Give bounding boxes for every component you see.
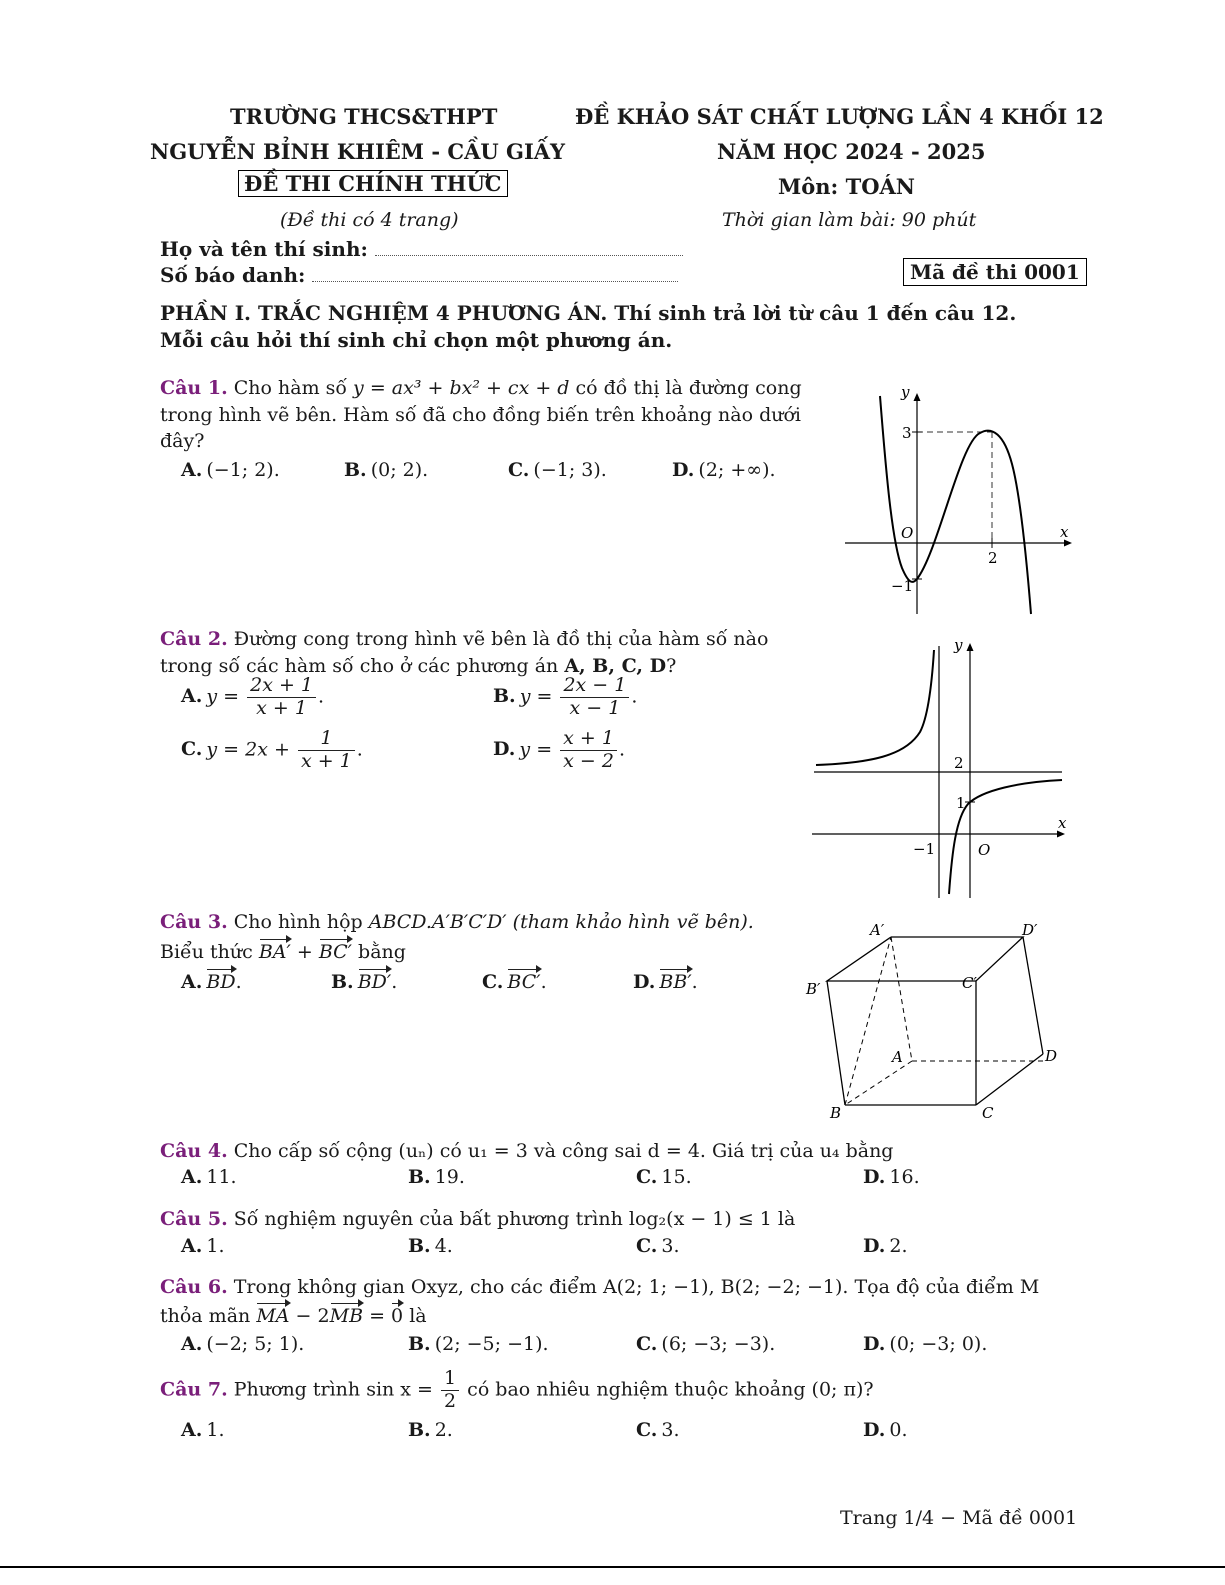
q2-option-b-denominator: x − 1	[569, 696, 621, 719]
q6-option-c-text: (6; −3; −3).	[661, 1333, 776, 1355]
q3-option-a[interactable]: A. BD.	[181, 971, 242, 993]
q2-option-b-letter: B.	[493, 685, 516, 708]
q6-text-line2a: thỏa mãn	[160, 1305, 251, 1327]
q2-text-line2: trong số các hàm số cho ở các phương án	[160, 655, 559, 677]
q7-fraction-numerator: 1	[441, 1368, 459, 1391]
q3-option-a-letter: A.	[181, 971, 203, 993]
q7-line1	[160, 1368, 874, 1413]
q1-line2: trong hình vẽ bên. Hàm số đã cho đồng biến trên khoảng nào dưới	[160, 404, 801, 426]
q6-vector-mb: MB	[329, 1305, 364, 1327]
q4-option-b-text: 19.	[434, 1166, 465, 1188]
candidate-name-label: Họ và tên thí sinh:	[160, 237, 368, 261]
q1-option-d-letter: D.	[672, 459, 695, 481]
q6-line1	[160, 1276, 1039, 1298]
q2-option-c-numerator: 1	[298, 728, 355, 751]
q5-option-d[interactable]	[863, 1235, 908, 1257]
q1-cubic-graph	[840, 382, 1080, 618]
q3-option-b-vector: BD′	[357, 971, 392, 993]
subject: Môn: TOÁN	[778, 174, 915, 199]
q3-text-a: Cho hình hộp	[233, 911, 363, 933]
q3-vertex-a: A	[892, 1048, 903, 1066]
q3-vector-bc1: BC′	[318, 941, 352, 963]
q1-option-b-text: (0; 2).	[370, 459, 429, 481]
q7-option-a[interactable]	[181, 1419, 225, 1441]
q6-option-b-text: (2; −5; −1).	[434, 1333, 549, 1355]
q2-graph-tick-1-label: 1	[956, 794, 966, 812]
q1-option-c-letter: C.	[508, 459, 530, 481]
q6-option-a[interactable]	[181, 1333, 304, 1355]
candidate-id-row	[160, 263, 678, 287]
q2-option-d-letter: D.	[493, 738, 516, 761]
q6-option-b-letter: B.	[408, 1333, 431, 1355]
page-footer: Trang 1/4 − Mã đề 0001	[840, 1507, 1078, 1529]
q3-top-face	[827, 937, 1023, 981]
q5-option-c-letter: C.	[636, 1235, 658, 1257]
q2-right-branch	[949, 780, 1062, 894]
part1-heading: PHẦN I. TRẮC NGHIỆM 4 PHƯƠNG ÁN.	[160, 301, 608, 325]
q2-graph-x-label: x	[1058, 814, 1067, 832]
official-exam-badge: ĐỀ THI CHÍNH THỨC	[238, 170, 508, 197]
q4-option-c-text: 15.	[661, 1166, 692, 1188]
q1-text-a: Cho hàm số	[233, 377, 347, 399]
q1-label: Câu 1.	[160, 377, 228, 399]
q1-option-d[interactable]	[672, 459, 776, 481]
q4-option-d-letter: D.	[863, 1166, 886, 1188]
q7-option-d-text: 0.	[889, 1419, 908, 1441]
q5-option-a-text: 1.	[206, 1235, 225, 1257]
q2-question-mark: ?	[666, 655, 677, 677]
q6-line2	[160, 1305, 427, 1327]
q7-option-b[interactable]	[408, 1419, 453, 1441]
q6-text-line1: Trong không gian Oxyz, cho các điểm A(2; 1; −1), B(2; −2; −1). Tọa độ của điểm M	[233, 1276, 1040, 1298]
q6-option-c-letter: C.	[636, 1333, 658, 1355]
q5-option-b-letter: B.	[408, 1235, 431, 1257]
q1-graph-tick-3-label: 3	[902, 424, 912, 442]
q3-line2	[160, 941, 406, 963]
q5-option-a[interactable]	[181, 1235, 225, 1257]
q6-zero-vector: 0	[391, 1305, 404, 1327]
q6-option-c[interactable]	[636, 1333, 775, 1355]
page-bottom-rule	[0, 1566, 1225, 1568]
q7-option-b-letter: B.	[408, 1419, 431, 1441]
q7-option-a-letter: A.	[181, 1419, 203, 1441]
q5-text: Số nghiệm nguyên của bất phương trình log₂(x − 1) ≤ 1 là	[233, 1208, 796, 1230]
q1-option-b-letter: B.	[344, 459, 367, 481]
school-year: NĂM HỌC 2024 - 2025	[717, 139, 986, 164]
q2-graph-tick-m1-label: −1	[913, 840, 936, 858]
q6-option-a-text: (−2; 5; 1).	[206, 1333, 305, 1355]
q3-text-b: (tham khảo hình vẽ bên).	[512, 911, 754, 933]
q3-vertex-b: B	[830, 1104, 842, 1122]
q4-option-a[interactable]	[181, 1166, 237, 1188]
q4-option-c-letter: C.	[636, 1166, 658, 1188]
q4-option-a-text: 11.	[206, 1166, 237, 1188]
q2-option-c-lhs: y = 2x +	[206, 738, 290, 761]
q3-parallelepiped-figure	[800, 915, 1070, 1127]
q4-option-c[interactable]	[636, 1166, 692, 1188]
q3-option-b-letter: B.	[331, 971, 354, 993]
q2-option-c-letter: C.	[181, 738, 203, 761]
q7-option-d[interactable]	[863, 1419, 908, 1441]
q3-option-d[interactable]: D. BB′.	[633, 971, 698, 993]
q7-text-a: Phương trình sin x =	[233, 1378, 433, 1401]
q3-vector-ba1: BA′	[258, 941, 291, 963]
time-limit: Thời gian làm bài: 90 phút	[722, 209, 977, 231]
q5-option-c[interactable]	[636, 1235, 680, 1257]
q1-formula: y = ax³ + bx² + cx + d	[353, 377, 570, 399]
q3-equals-word: bằng	[358, 941, 406, 963]
q3-vertex-d: D	[1045, 1047, 1058, 1065]
q6-vector-ma: MA	[256, 1305, 290, 1327]
candidate-id-label: Số báo danh:	[160, 263, 306, 287]
q4-option-d-text: 16.	[889, 1166, 920, 1188]
q4-line1	[160, 1140, 893, 1162]
exam-code-box: Mã đề thi 0001	[903, 258, 1087, 286]
q3-hidden-edge-aa1	[891, 937, 912, 1061]
q7-option-b-text: 2.	[434, 1419, 453, 1441]
q6-option-d[interactable]	[863, 1333, 987, 1355]
q2-graph-tick-2-label: 2	[954, 754, 964, 772]
q1-graph-x-label: x	[1060, 523, 1069, 541]
q7-option-a-text: 1.	[206, 1419, 225, 1441]
q2-option-a-numerator: 2x + 1	[247, 675, 316, 698]
q7-text-b: có bao nhiêu nghiệm thuộc khoảng (0; π)?	[467, 1378, 874, 1401]
q6-option-d-letter: D.	[863, 1333, 886, 1355]
page-count-note: (Đề thi có 4 trang)	[280, 209, 459, 231]
q5-option-d-text: 2.	[889, 1235, 908, 1257]
q7-label: Câu 7.	[160, 1378, 228, 1401]
q2-option-d[interactable]: D. y = $\frac{x + 1}{x - 2}$ .	[493, 727, 626, 772]
exam-title: ĐỀ KHẢO SÁT CHẤT LƯỢNG LẦN 4 KHỐI 12	[575, 104, 1104, 129]
q5-line1	[160, 1208, 795, 1230]
q6-text-line2b: là	[409, 1305, 427, 1327]
q6-label: Câu 6.	[160, 1276, 228, 1298]
q1-line3: đây?	[160, 430, 205, 452]
part1-instruction: Thí sinh trả lời từ câu 1 đến câu 12.	[607, 301, 1017, 325]
q2-option-d-denominator: x − 2	[563, 749, 614, 772]
q3-edge-cd	[976, 1054, 1043, 1105]
q2-option-b-numerator: 2x − 1	[560, 675, 629, 698]
q5-option-a-letter: A.	[181, 1235, 203, 1257]
q4-option-b[interactable]	[408, 1166, 465, 1188]
q2-option-d-lhs: y =	[519, 738, 553, 761]
school-name-line1: TRƯỜNG THCS&THPT	[230, 104, 498, 129]
q4-option-b-letter: B.	[408, 1166, 431, 1188]
q7-fraction-denominator: 2	[444, 1389, 457, 1412]
q7-option-c[interactable]	[636, 1419, 680, 1441]
q3-vertex-d1: D′	[1022, 921, 1038, 939]
q2-option-d-numerator: x + 1	[560, 728, 617, 751]
q7-option-c-text: 3.	[661, 1419, 680, 1441]
candidate-id-blank	[312, 281, 678, 282]
candidate-name-blank	[375, 255, 683, 256]
q2-option-a-lhs: y =	[206, 685, 240, 708]
q2-hyperbola-graph	[810, 632, 1075, 900]
q1-graph-tick-2-label: 2	[988, 549, 998, 567]
q2-graph-origin: O	[978, 841, 991, 859]
q4-label: Câu 4.	[160, 1140, 228, 1162]
q3-option-b[interactable]: B. BD′.	[331, 971, 398, 993]
q5-label: Câu 5.	[160, 1208, 228, 1230]
q1-text-b: có đồ thị là đường cong	[575, 377, 802, 399]
q1-option-c-text: (−1; 3).	[533, 459, 607, 481]
q1-option-a-text: (−1; 2).	[206, 459, 280, 481]
q3-vertex-a1: A′	[870, 921, 885, 939]
q3-vertex-c1: C′	[962, 974, 977, 992]
q5-option-b[interactable]	[408, 1235, 453, 1257]
q2-option-a-letter: A.	[181, 685, 203, 708]
q1-y-arrow	[914, 393, 921, 401]
q2-option-b[interactable]: B. y = $\frac{2x - 1}{x - 1}$ .	[493, 674, 638, 719]
q3-expression-label: Biểu thức	[160, 941, 253, 963]
q1-graph-tick-m1-label: −1	[891, 577, 914, 595]
q7-option-c-letter: C.	[636, 1419, 658, 1441]
q4-option-a-letter: A.	[181, 1166, 203, 1188]
q3-option-a-vector: BD	[206, 971, 236, 993]
q2-option-b-lhs: y =	[519, 685, 553, 708]
q7-option-d-letter: D.	[863, 1419, 886, 1441]
q2-option-letters: A, B, C, D	[564, 655, 667, 677]
q6-option-b[interactable]	[408, 1333, 549, 1355]
q2-y-arrow	[967, 643, 974, 651]
q3-option-c[interactable]: C. BC′.	[482, 971, 547, 993]
q2-option-a[interactable]: A. y = $\frac{2x + 1}{x + 1}$ .	[181, 674, 325, 719]
q3-box-name: ABCD.A′B′C′D′	[368, 911, 507, 933]
q3-edge-bb1	[827, 981, 845, 1105]
q1-option-a[interactable]	[181, 459, 280, 481]
q5-option-c-text: 3.	[661, 1235, 680, 1257]
q2-option-a-denominator: x + 1	[256, 696, 307, 719]
q1-option-c[interactable]	[508, 459, 607, 481]
q3-hidden-diagonal-ba1	[845, 937, 891, 1105]
q1-option-a-letter: A.	[181, 459, 203, 481]
part1-instruction-line2: Mỗi câu hỏi thí sinh chỉ chọn một phương án.	[160, 328, 673, 352]
q3-option-c-vector: BC′	[507, 971, 541, 993]
q6-equals-sign: =	[369, 1305, 385, 1327]
q3-line1	[160, 911, 754, 933]
q1-line1	[160, 377, 802, 399]
q3-edge-dd1	[1023, 937, 1043, 1054]
q2-text-line1: Đường cong trong hình vẽ bên là đồ thị của hàm số nào	[233, 628, 769, 650]
q4-text: Cho cấp số cộng (uₙ) có u₁ = 3 và công sai d = 4. Giá trị của u₄ bằng	[233, 1140, 894, 1162]
q5-option-d-letter: D.	[863, 1235, 886, 1257]
q3-label: Câu 3.	[160, 911, 228, 933]
school-name-line2: NGUYỄN BỈNH KHIÊM - CẦU GIẤY	[150, 139, 566, 164]
q3-vertex-c: C	[982, 1104, 994, 1122]
q1-graph-y-label: y	[901, 383, 910, 401]
q1-option-d-text: (2; +∞).	[698, 459, 776, 481]
q2-option-c-denominator: x + 1	[300, 749, 352, 772]
q3-option-c-letter: C.	[482, 971, 504, 993]
q4-option-d[interactable]	[863, 1166, 920, 1188]
q2-graph-y-label: y	[954, 636, 963, 654]
q3-plus-sign: +	[296, 941, 313, 963]
q2-option-c[interactable]: C. y = 2x + $\frac{1}{x + 1}$ .	[181, 727, 363, 772]
q2-line1	[160, 628, 768, 650]
part1-title	[160, 301, 1016, 325]
q3-option-d-letter: D.	[633, 971, 656, 993]
q3-vertex-b1: B′	[806, 980, 821, 998]
q1-option-b[interactable]	[344, 459, 428, 481]
q2-left-branch	[816, 650, 934, 765]
q3-option-d-vector: BB′	[659, 971, 692, 993]
candidate-name-row	[160, 237, 683, 261]
q5-option-b-text: 4.	[434, 1235, 453, 1257]
q6-minus-two: − 2	[295, 1305, 330, 1327]
q2-label: Câu 2.	[160, 628, 228, 650]
q6-option-a-letter: A.	[181, 1333, 203, 1355]
q1-graph-origin: O	[901, 524, 914, 542]
q6-option-d-text: (0; −3; 0).	[889, 1333, 988, 1355]
